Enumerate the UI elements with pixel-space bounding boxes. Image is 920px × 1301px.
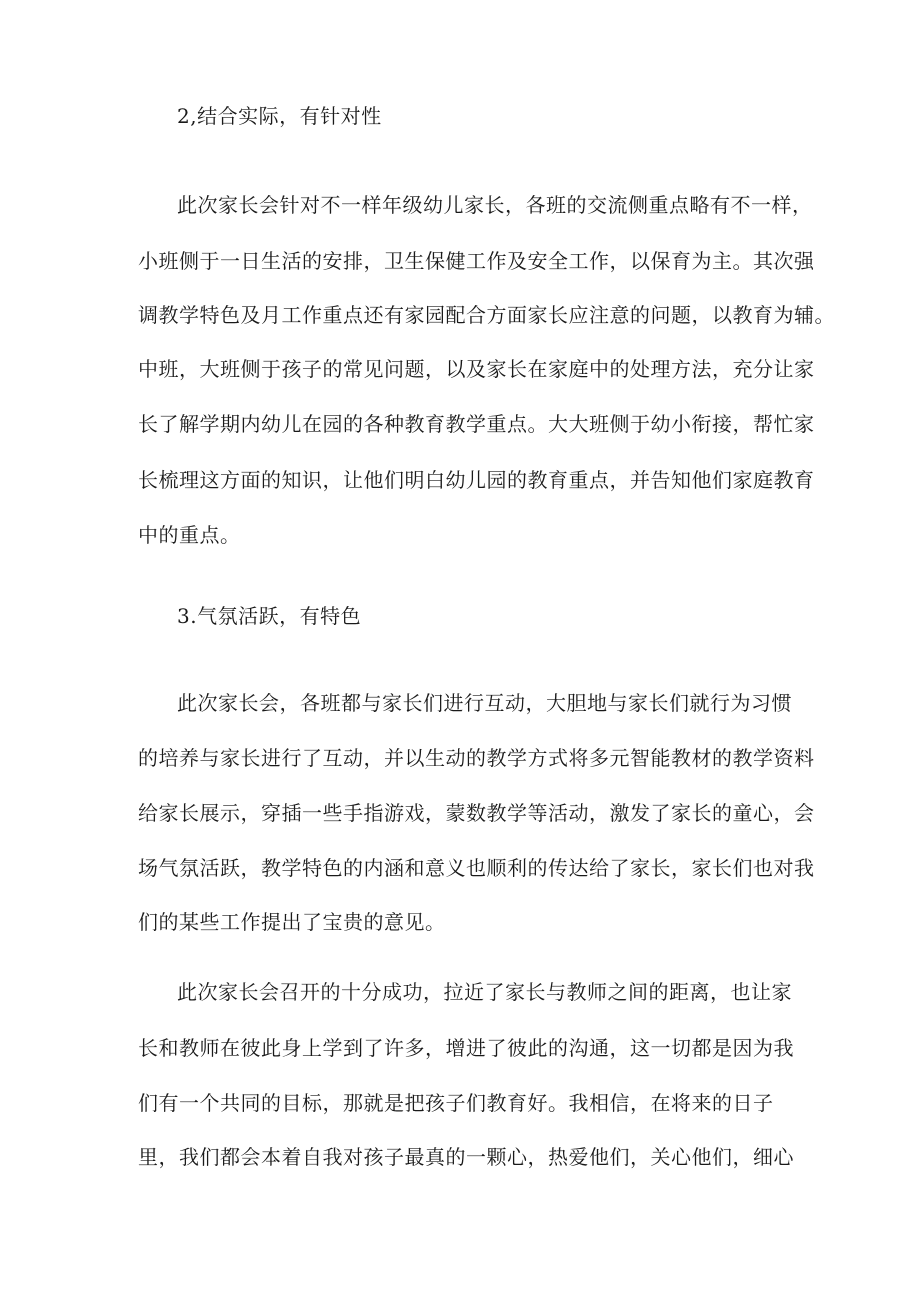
paragraph-line: 调教学特色及月工作重点还有家园配合方面家长应注意的问题，以教育为辅。 [138, 303, 835, 327]
paragraph-line: 此次家长会针对不一样年级幼儿家长，各班的交流侧重点略有不一样， [177, 193, 813, 217]
paragraph-line: 的培养与家长进行了互动，并以生动的教学方式将多元智能教材的教学资料 [138, 746, 815, 770]
paragraph-line: 此次家长会，各班都与家长们进行互动，大胆地与家长们就行为习惯 [177, 691, 792, 715]
paragraph-line: 长和教师在彼此身上学到了许多，增进了彼此的沟通，这一切都是因为我 [138, 1036, 794, 1060]
paragraph-line: 长梳理这方面的知识，让他们明白幼儿园的教育重点，并告知他们家庭教育 [138, 468, 815, 492]
paragraph-line: 们有一个共同的目标，那就是把孩子们教育好。我相信，在将来的日子 [138, 1091, 774, 1115]
paragraph-line: 中的重点。 [138, 523, 241, 547]
section-heading-2: 2,结合实际，有针对性 [177, 104, 382, 128]
paragraph-line: 场气氛活跃，教学特色的内涵和意义也顺利的传达给了家长，家长们也对我 [138, 856, 815, 880]
paragraph-line: 里，我们都会本着自我对孩子最真的一颗心，热爱他们，关心他们，细心 [138, 1145, 794, 1169]
paragraph-line: 们的某些工作提出了宝贵的意见。 [138, 910, 446, 934]
paragraph-line: 长了解学期内幼儿在园的各种教育教学重点。大大班侧于幼小衔接，帮忙家 [138, 412, 815, 436]
paragraph-line: 小班侧于一日生活的安排，卫生保健工作及安全工作，以保育为主。其次强 [138, 249, 815, 273]
section-heading-3: 3.气氛活跃，有特色 [177, 604, 362, 628]
paragraph-line: 此次家长会召开的十分成功，拉近了家长与教师之间的距离，也让家 [177, 980, 792, 1004]
paragraph-line: 中班，大班侧于孩子的常见问题，以及家长在家庭中的处理方法，充分让家 [138, 357, 815, 381]
paragraph-line: 给家长展示，穿插一些手指游戏，蒙数教学等活动，激发了家长的童心，会 [138, 801, 815, 825]
